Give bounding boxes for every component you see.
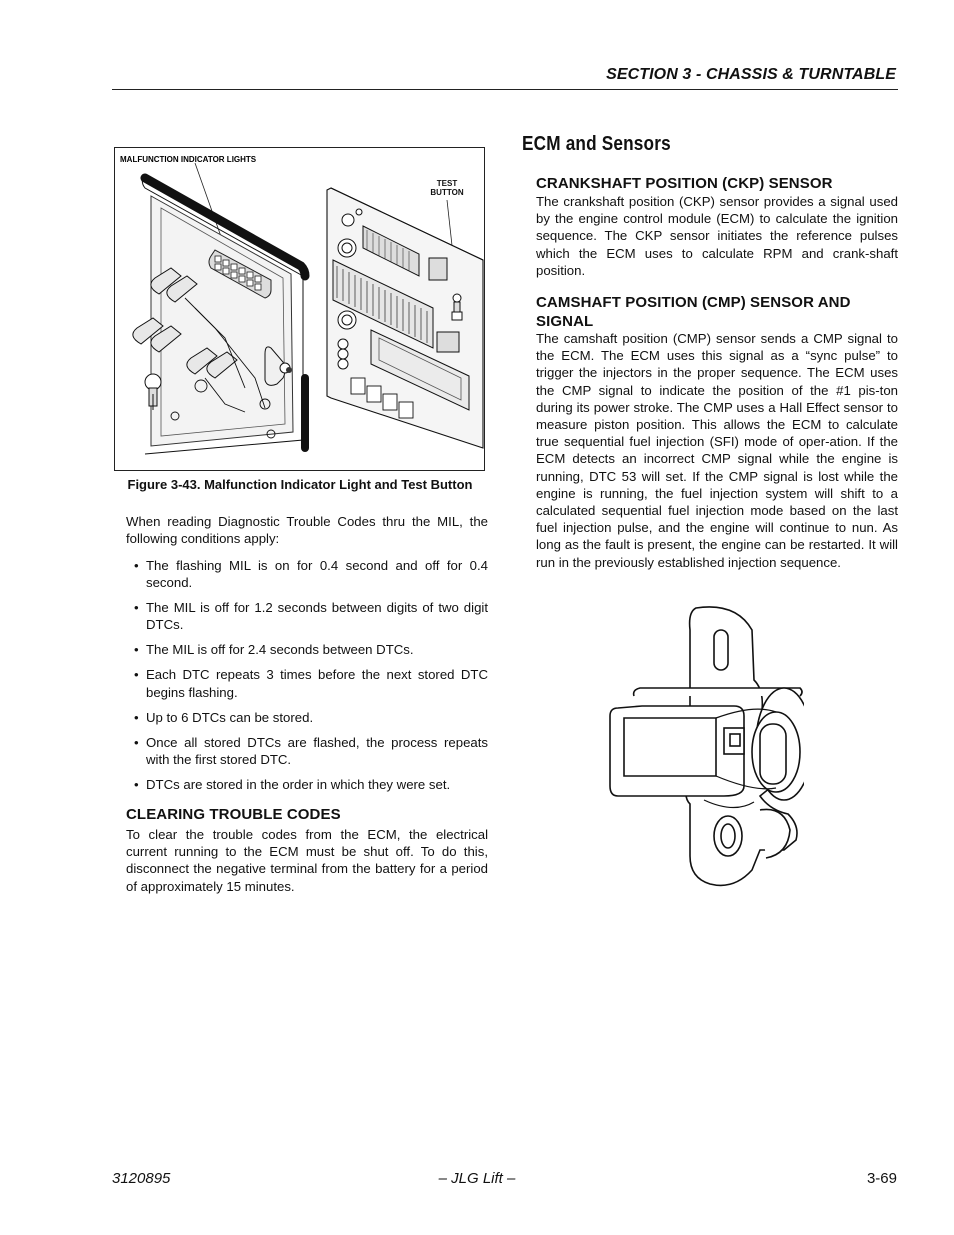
bullet-dot: • [134, 734, 139, 750]
bullet-dot: • [134, 600, 139, 616]
list-item-text: Each DTC repeats 3 times before the next stored DTC begins flashing. [146, 667, 488, 700]
footer-doc-number: 3120895 [112, 1170, 171, 1187]
test-button [452, 294, 462, 320]
mil-intro-paragraph: When reading Diagnostic Trouble Codes thru the MIL, the following conditions apply: [126, 514, 488, 547]
bullet-dot: • [134, 709, 139, 725]
list-item [134, 599, 488, 633]
bullet-dot: • [134, 667, 139, 683]
fig-label-mil: MALFUNCTION INDICATOR LIGHTS [120, 155, 257, 164]
list-item-text: The MIL is off for 1.2 seconds between digits of two digit DTCs. [146, 600, 488, 633]
clearing-trouble-codes-heading: CLEARING TROUBLE CODES [126, 806, 341, 823]
fig-label-test-line1: TEST [436, 179, 458, 188]
clearing-trouble-codes-paragraph: To clear the trouble codes from the ECM, the electrical current running to the ECM must be shut off. To do this, disconnect the negative terminal from the battery for a period of approximately 15 minutes. [126, 827, 488, 894]
ecm-sensors-heading: ECM and Sensors [522, 133, 671, 155]
list-item [134, 734, 488, 768]
list-item-text: DTCs are stored in the order in which they were set. [146, 776, 451, 792]
cmp-sensor-illustration [604, 600, 804, 890]
ecm-board [327, 188, 483, 448]
mil-conditions-list [134, 557, 488, 801]
list-item [134, 557, 488, 591]
list-item-text: The MIL is off for 2.4 seconds between DTCs. [146, 642, 414, 658]
header-rule [112, 89, 898, 90]
figure-malfunction-indicator [114, 147, 485, 471]
ckp-sensor-paragraph: The crankshaft position (CKP) sensor provides a signal used by the engine control module (ECM) to calculate the ignition sequence. The CKP sensor initiates the reference pulses which the ECM uses to calculate RPM and crank-shaft position. [536, 194, 898, 278]
list-item-text: The flashing MIL is on for 0.4 second and off for 0.4 second. [146, 558, 488, 591]
fig-label-test-line2: BUTTON [430, 188, 464, 197]
figure-caption: Figure 3-43. Malfunction Indicator Light and Test Button [127, 477, 473, 492]
bullet-dot: • [134, 558, 139, 573]
footer-page-number: 3-69 [866, 1170, 897, 1187]
list-item-text: Up to 6 DTCs can be stored. [146, 709, 314, 725]
section-title: SECTION 3 - CHASSIS & TURNTABLE [606, 66, 896, 83]
cmp-sensor-paragraph: The camshaft position (CMP) sensor sends a CMP signal to the ECM. The ECM uses this signal as a “sync pulse” to trigger the injectors in the proper sequence. The ECM uses the CMP signal to indicate the position of the #1 pis-ton during its power stroke. The CMP uses a Hall Effect sensor to measure piston position. This allows the ECM to calculate true sequential fuel injection (SFI) mode of oper-ation. If the ECM detects an incorrect CMP signal while the engine is running, DTC 53 will set. If the CMP signal is lost while the engine is running, the fuel injection system will shift to a calculated sequential fuel injection mode based on the last fuel injection pulse, and the engine will continue to nun. As long as the fault is present, the engine can be restarted. It will run in the previously established injection sequence. [536, 331, 898, 570]
list-item [134, 776, 488, 793]
list-item-text: Once all stored DTCs are flashed, the process repeats with the first stored DTC. [146, 734, 488, 767]
list-item [134, 666, 488, 700]
fig-label-test-button [427, 179, 467, 197]
bullet-dot: • [134, 776, 139, 792]
ckp-sensor-heading: CRANKSHAFT POSITION (CKP) SENSOR [536, 175, 833, 192]
bullet-dot: • [134, 642, 139, 658]
cmp-sensor-heading: CAMSHAFT POSITION (CMP) SENSOR AND SIGNAL [536, 294, 851, 330]
list-item [134, 641, 488, 658]
footer-company: – JLG Lift – [438, 1170, 516, 1187]
list-item [134, 709, 488, 726]
